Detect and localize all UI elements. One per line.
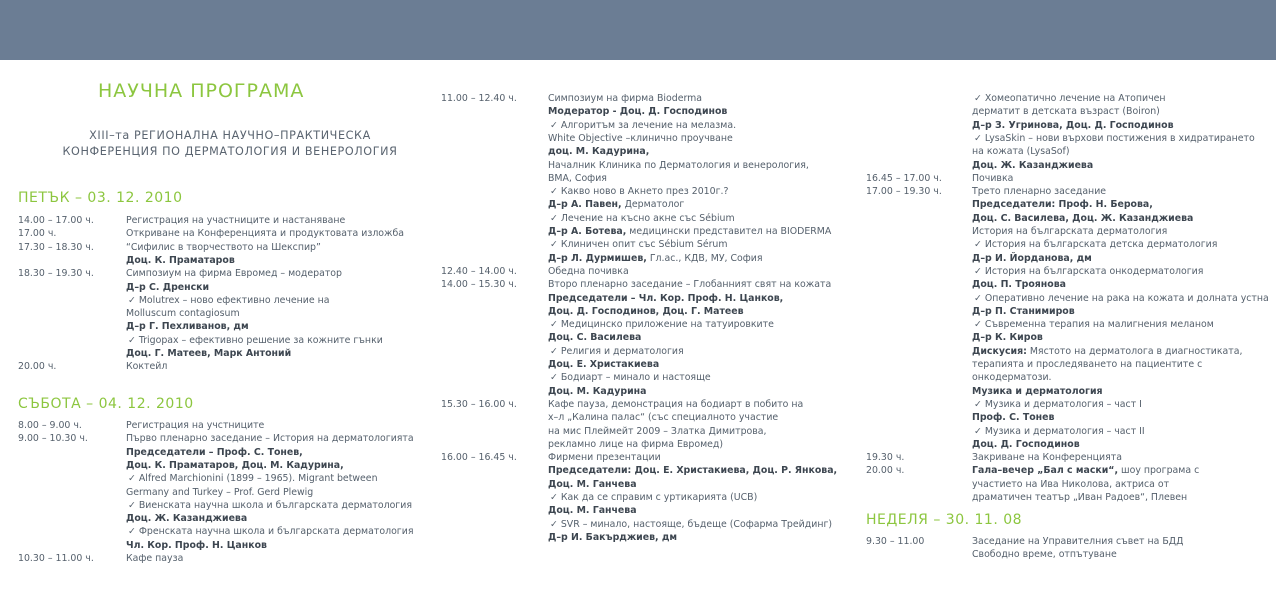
schedule-item: Началник Клиника по Дерматология и венерология, [548,159,809,171]
speaker-name: Д–р С. Дренски [126,281,210,293]
schedule-item: Molluscum contagiosum [126,308,240,320]
speaker-name: Чл. Кор. Проф. Н. Цанков [126,539,267,551]
schedule-time: 10.30 – 11.00 ч. [18,553,94,564]
speaker-name: Доц. К. Праматаров, Доц. М. Кадурина, [126,459,344,471]
check-icon: ✓ [128,499,139,511]
schedule-talk: ✓ Оперативно лечение на рака на кожата и долната устна [974,292,1269,304]
schedule-item: Първо пленарно заседание – История на дерматологията [126,433,414,445]
schedule-time: 17.00 ч. [18,228,57,240]
check-icon: ✓ [974,239,985,251]
subtitle-line-1: XIII–та РЕГИОНАЛНА НАУЧНО–ПРАКТИЧЕСКА [89,129,371,142]
speaker-name: Музика и дерматология [972,385,1103,397]
schedule-talk: ✓ Религия и дерматология [550,345,684,357]
schedule-time: 20.00 ч. [18,361,57,373]
schedule-item: Регистрация на участниците и настаняване [126,215,346,226]
schedule-item: Почивка [972,172,1014,184]
schedule-time: 18.30 – 19.30 ч. [18,268,94,280]
schedule-item: онкодерматози. [972,372,1052,384]
schedule-item: Регистрация на учстниците [126,420,265,431]
schedule-talk: ✓ История на българската детска дерматология [974,239,1218,251]
schedule-talk: ✓ Какво ново в Акнето през 2010г.? [550,186,729,198]
schedule-item: дерматит в детската възраст (Boiron) [972,106,1160,118]
speaker-name: Д–р З. Угринова, Доц. Д. Господинов [972,119,1174,131]
schedule-item: Фирмени презентации [548,452,661,464]
schedule-time: 19.30 ч. [866,452,905,464]
speaker-name: Доц. Г. Матеев, Марк Антоний [126,348,292,359]
speaker-name: Доц. Е. Христакиева [548,359,660,370]
schedule-talk: ✓ Клиничен опит със Sébium Sérum [550,239,728,251]
schedule-time: 16.00 – 16.45 ч. [441,452,517,464]
check-icon: ✓ [974,292,985,304]
check-icon: ✓ [550,212,561,224]
schedule-item: Д–р А. Ботева, медицински представител на BIODERMA [548,226,832,237]
schedule-talk: ✓ Френската научна школа и българската дерматология [128,526,414,538]
check-icon: ✓ [550,345,561,357]
schedule-talk: ✓ Trigopax – ефективно решение за кожните гънки [128,334,383,346]
schedule-item: Коктейл [126,361,168,373]
check-icon: ✓ [974,265,985,277]
schedule-item: Второ пленарно заседание – Глобанният свят на кожата [548,279,832,291]
speaker-name: Д–р Г. Пехливанов, дм [126,321,249,333]
schedule-talk: ✓ SVR – минало, настояще, бъдеще (Софарма Трейдинг) [550,518,833,530]
schedule-talk: ✓ Музика и дерматология – част II [974,425,1145,437]
schedule-item: Закриване на Конференцията [972,452,1122,464]
schedule-item: Симпозиум на фирма Bioderma [548,93,703,104]
conference-subtitle [20,128,440,160]
schedule-item: Заседание на Управителния съвет на БДД [972,536,1184,547]
speaker-name: Доц. Д. Господинов, Доц. Г. Матеев [548,305,744,317]
check-icon: ✓ [550,518,561,530]
speaker-name: Доц. С. Василева, Доц. Ж. Казанджиева [972,212,1194,224]
schedule-item: х–л „Калина палас“ (със специалното участие [548,412,779,424]
speaker-name: Доц. Ж. Казанджиева [972,159,1094,171]
speaker-name: Председатели: Проф. Н. Берова, [972,199,1153,211]
schedule-item: Симпозиум на фирма Евромед – модератор [126,268,342,280]
subtitle-line-2: КОНФЕРЕНЦИЯ ПО ДЕРМАТОЛОГИЯ И ВЕНЕРОЛОГИЯ [62,145,398,158]
schedule-talk: ✓ История на българската онкодерматология [974,265,1204,277]
schedule-talk: ✓ Съвременна терапия на малигнения меланом [974,319,1214,331]
schedule-time: 14.00 – 15.30 ч. [441,279,517,291]
schedule-item: Дискусия: Мястото на дерматолога в диагностиката, [972,345,1243,357]
speaker-name: Д–р П. Станимиров [972,305,1075,317]
speaker-name: Председатели – Чл. Кор. Проф. Н. Цанков, [548,292,784,304]
schedule-talk: ✓ Музика и дерматология – част I [974,398,1142,410]
schedule-item: на кожата (LysaSof) [972,146,1070,158]
schedule-item: терапията и проследяването на пациентите с [972,359,1203,370]
speaker-name: Доц. Д. Господинов [972,438,1080,450]
schedule-item: Кафе пауза, демонстрация на бодиарт в побито на [548,398,804,410]
check-icon: ✓ [974,93,985,104]
schedule-talk: ✓ LysaSkin – нови върхови постижения в хидратирането [974,132,1255,144]
schedule-item: Трето пленарно заседание [972,186,1107,198]
schedule-talk: ✓ Хомеопатично лечение на Атопичен [974,93,1166,104]
check-icon: ✓ [128,294,139,306]
speaker-name: Доц. М. Кадурина [548,385,647,397]
speaker-name: Модератор - Доц. Д. Господинов [548,106,728,118]
schedule-talk: ✓ Бодиарт – минало и настояще [550,372,711,384]
speaker-name: Доц. М. Ганчева [548,478,637,490]
schedule-item: Germany and Turkey – Prof. Gerd Plewig [126,486,314,498]
check-icon: ✓ [128,334,139,346]
schedule-item: Д–р А. Павен, Дерматолог [548,199,685,211]
check-icon: ✓ [974,425,985,437]
day-heading-friday: ПЕТЪК – 03. 12. 2010 [18,190,183,206]
schedule-talk: ✓ Медицинско приложение на татуировките [550,319,774,331]
schedule-item: Кафе пауза [126,553,184,564]
day-heading-sunday: НЕДЕЛЯ – 30. 11. 08 [866,512,1023,528]
speaker-name: Доц. Ж. Казанджиева [126,513,248,525]
speaker-name: доц. М. Кадурина, [548,146,650,158]
speaker-name: Доц. К. Праматаров [126,254,235,266]
schedule-talk: ✓ Molutrex – ново ефективно лечение на [128,294,330,306]
check-icon: ✓ [550,372,561,384]
speaker-name: Доц. П. Троянова [972,279,1066,291]
schedule-time: 9.00 – 10.30 ч. [18,433,88,445]
speaker-name: Председатели: Доц. Е. Христакиева, Доц. Р. Янкова, [548,465,838,477]
schedule-item: Гала–вечер „Бал с маски“, шоу програма с [972,465,1200,477]
check-icon: ✓ [550,319,561,331]
speaker-name: Д–р И. Бакърджиев, дм [548,531,678,543]
schedule-item: Обедна почивка [548,265,629,277]
schedule-item: Свободно време, отпътуване [972,549,1117,561]
header-bar [0,0,1276,60]
schedule-item: рекламно лице на фирма Евромед) [548,438,724,450]
schedule-item: ВМА, София [548,172,607,184]
schedule-item: История на българската дерматология [972,226,1168,237]
page-title: НАУЧНА ПРОГРАМА [98,80,305,102]
schedule-item: драматичен театър „Иван Радоев“, Плевен [972,492,1188,503]
schedule-talk: ✓ Виенската научна школа и българската дерматология [128,499,412,511]
schedule-time: 11.00 – 12.40 ч. [441,93,517,104]
schedule-talk: ✓ Лечение на късно акне със Sébium [550,212,735,224]
speaker-name: Доц. М. Ганчева [548,505,637,517]
schedule-talk: ✓ Алгоритъм за лечение на мелазма. [550,119,737,131]
schedule-talk: ✓ Как да се справим с уртикарията (UCB) [550,492,758,503]
speaker-name: Д–р И. Йорданова, дм [972,252,1092,264]
check-icon: ✓ [550,186,561,198]
schedule-item: Откриване на Конференцията и продуктовата изложба [126,228,405,240]
schedule-time: 16.45 – 17.00 ч. [866,172,942,184]
speaker-name: Проф. С. Тонев [972,412,1055,424]
check-icon: ✓ [974,319,985,331]
schedule-time: 8.00 – 9.00 ч. [18,420,82,431]
check-icon: ✓ [550,119,561,131]
schedule-time: 20.00 ч. [866,465,905,477]
check-icon: ✓ [128,473,139,485]
schedule-item: “Сифилис в творчеството на Шекспир” [126,241,321,253]
schedule-time: 14.00 – 17.00 ч. [18,215,94,226]
schedule-time: 17.00 – 19.30 ч. [866,186,942,198]
check-icon: ✓ [550,239,561,251]
schedule-item: на мис Плеймейт 2009 – Златка Димитрова, [548,425,767,437]
speaker-name: Доц. С. Василева [548,332,642,344]
schedule-time: 17.30 – 18.30 ч. [18,241,94,253]
schedule-time: 9.30 – 11.00 [866,536,925,547]
schedule-time: 15.30 – 16.00 ч. [441,398,517,410]
check-icon: ✓ [550,492,561,503]
schedule-item: участието на Ива Николова, актриса от [972,478,1170,490]
speaker-name: Д–р К. Киров [972,332,1043,344]
schedule-talk: ✓ Alfred Marchionini (1899 – 1965). Migrant between [128,473,378,485]
check-icon: ✓ [128,526,139,538]
schedule-item: Д–р Л. Дурмишев, Гл.ас., КДВ, МУ, София [548,252,763,264]
check-icon: ✓ [974,398,985,410]
schedule-item: White Objective –клинично проучване [548,132,733,144]
day-heading-saturday: СЪБОТА – 04. 12. 2010 [18,396,194,412]
speaker-name: Председатели – Проф. С. Тонев, [126,446,303,458]
schedule-time: 12.40 – 14.00 ч. [441,265,517,277]
check-icon: ✓ [974,132,985,144]
